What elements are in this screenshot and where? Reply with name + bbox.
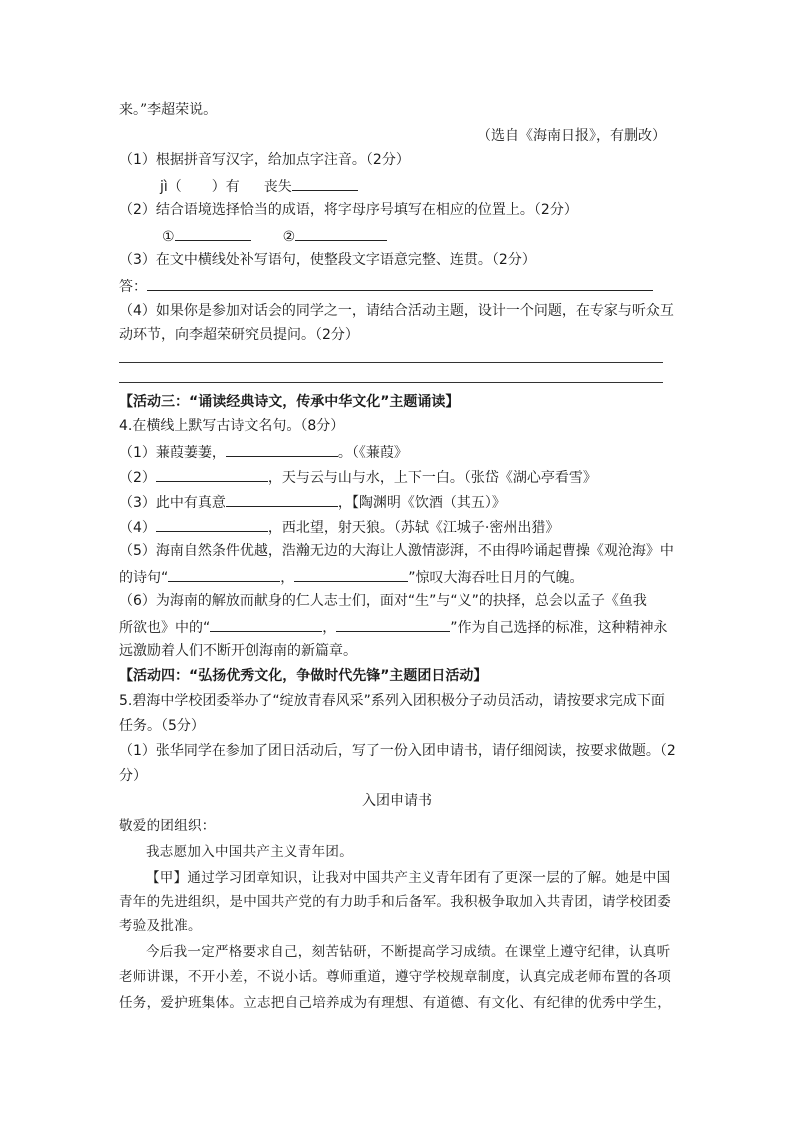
answer-rule[interactable] [119, 362, 663, 363]
blank-2-label: ② [282, 229, 296, 245]
poem-line-5b: 的诗句“ ， ”惊叹大海吞吐日月的气魄。 [119, 566, 584, 588]
poem-line-3: （3）此中有真意 ，【陶渊明《饮酒（其五）》 [119, 491, 506, 513]
q5-line1: 5.碧海中学校团委举办了“绽放青春风采”系列入团积极分子动员活动，请按要求完成下面 [119, 693, 665, 709]
q3-sub4-line1: （4）如果你是参加对话会的同学之一，请结合活动主题，设计一个问题，在专家与听众互 [119, 303, 674, 319]
letter-salutation: 敬爱的团组织： [119, 818, 216, 834]
answer-blank[interactable] [156, 516, 268, 532]
answer-blank[interactable] [294, 566, 408, 582]
source-note: （选自《海南日报》，有删改） [477, 128, 666, 144]
pinyin-ji: jì（ [160, 179, 182, 195]
q5-sub1-line1: （1）张华同学在参加了团日活动后，写了一份入团申请书，请仔细阅读，按要求做题。（2 [119, 743, 676, 759]
letter-title: 入团申请书 [362, 793, 432, 809]
answer-blank[interactable] [292, 175, 358, 191]
answer-blank[interactable] [156, 466, 268, 482]
letter-p1: 我志愿加入中国共产主义青年团。 [146, 844, 353, 860]
activity3-heading: 【活动三：“诵读经典诗文，传承中华文化”主题诵读】 [119, 394, 460, 410]
pinyin-sangshi: 丧失 [263, 179, 292, 195]
activity4-heading: 【活动四：“弘扬优秀文化，争做时代先锋”主题团日活动】 [119, 668, 488, 684]
poem-line-2: （2） ，天与云与山与水，上下一白。（张岱《湖心亭看雪》 [119, 466, 597, 488]
answer-blank[interactable] [226, 441, 338, 457]
answer-label: 答： [119, 279, 147, 295]
continued-text: 来。”李超荣说。 [119, 102, 218, 118]
poem-line-1: （1）蒹葭萋萋， 。（《蒹葭》 [119, 441, 408, 463]
q3-sub3: （3）在文中横线处补写语句，使整段文字语意完整、连贯。（2分） [119, 252, 536, 268]
poem-line-6b: 所欲也》中的“ ， ”作为自己选择的标准，这种精神永 [119, 616, 668, 638]
answer-blank[interactable] [210, 616, 322, 632]
poem-line-4: （4） ，西北望，射天狼。（苏轼《江城子·密州出猎》 [119, 516, 559, 538]
answer-blank[interactable] [175, 225, 251, 241]
letter-p2-line2: 青年的先进组织，是中国共产党的有力助手和后备军。我积极争取加入共青团，请学校团委 [119, 894, 671, 910]
blank-1-label: ① [162, 229, 175, 245]
idiom-blanks [162, 225, 387, 247]
q5-sub1-line2: 分） [119, 768, 147, 784]
answer-rule[interactable] [119, 382, 663, 383]
letter-p3-line1: 今后我一定严格要求自己，刻苦钻研，不断提高学习成绩。在课堂上遵守纪律，认真听 [146, 944, 671, 960]
q3-sub2: （2）结合语境选择恰当的成语，将字母序号填写在相应的位置上。（2分） [119, 202, 578, 218]
answer-blank[interactable] [147, 275, 653, 291]
letter-p3-line3: 任务，爱护班集体。立志把自己培养成为有理想、有道德、有文化、有纪律的优秀中学生， [119, 995, 671, 1011]
answer-blank[interactable] [226, 491, 338, 507]
pinyin-you: ）有 [211, 179, 240, 195]
q3-sub4-line2: 动环节，向李超荣研究员提问。（2分） [119, 327, 359, 343]
letter-p2-line3: 考验及批准。 [119, 918, 202, 934]
pinyin-row [160, 175, 358, 197]
answer-blank[interactable] [168, 566, 280, 582]
answer-blank[interactable] [336, 616, 450, 632]
poem-line-5: （5）海南自然条件优越，浩瀚无边的大海让人激情澎湃，不由得吟诵起曹操《观沧海》中 [119, 543, 674, 559]
poem-line-6: （6）为海南的解放而献身的仁人志士们，面对“生”与“义”的抉择，总会以孟子《鱼我 [119, 593, 647, 609]
q3-sub1: （1）根据拼音写汉字，给加点字注音。（2分） [119, 152, 410, 168]
letter-p3-line2: 老师讲课，不开小差，不说小话。尊师重道，遵守学校规章制度，认真完成老师布置的各项 [119, 969, 671, 985]
poem-line-6c: 远激励着人们不断开创海南的新篇章。 [119, 643, 357, 659]
q4-title: 4.在横线上默写古诗文名句。（8分） [119, 418, 345, 434]
letter-p2-line1: 【甲】通过学习团章知识，让我对中国共产主义青年团有了更深一层的了解。她是中国 [146, 870, 671, 886]
answer-line [119, 275, 653, 297]
q5-line2: 任务。（5分） [119, 718, 205, 734]
answer-blank[interactable] [295, 225, 387, 241]
